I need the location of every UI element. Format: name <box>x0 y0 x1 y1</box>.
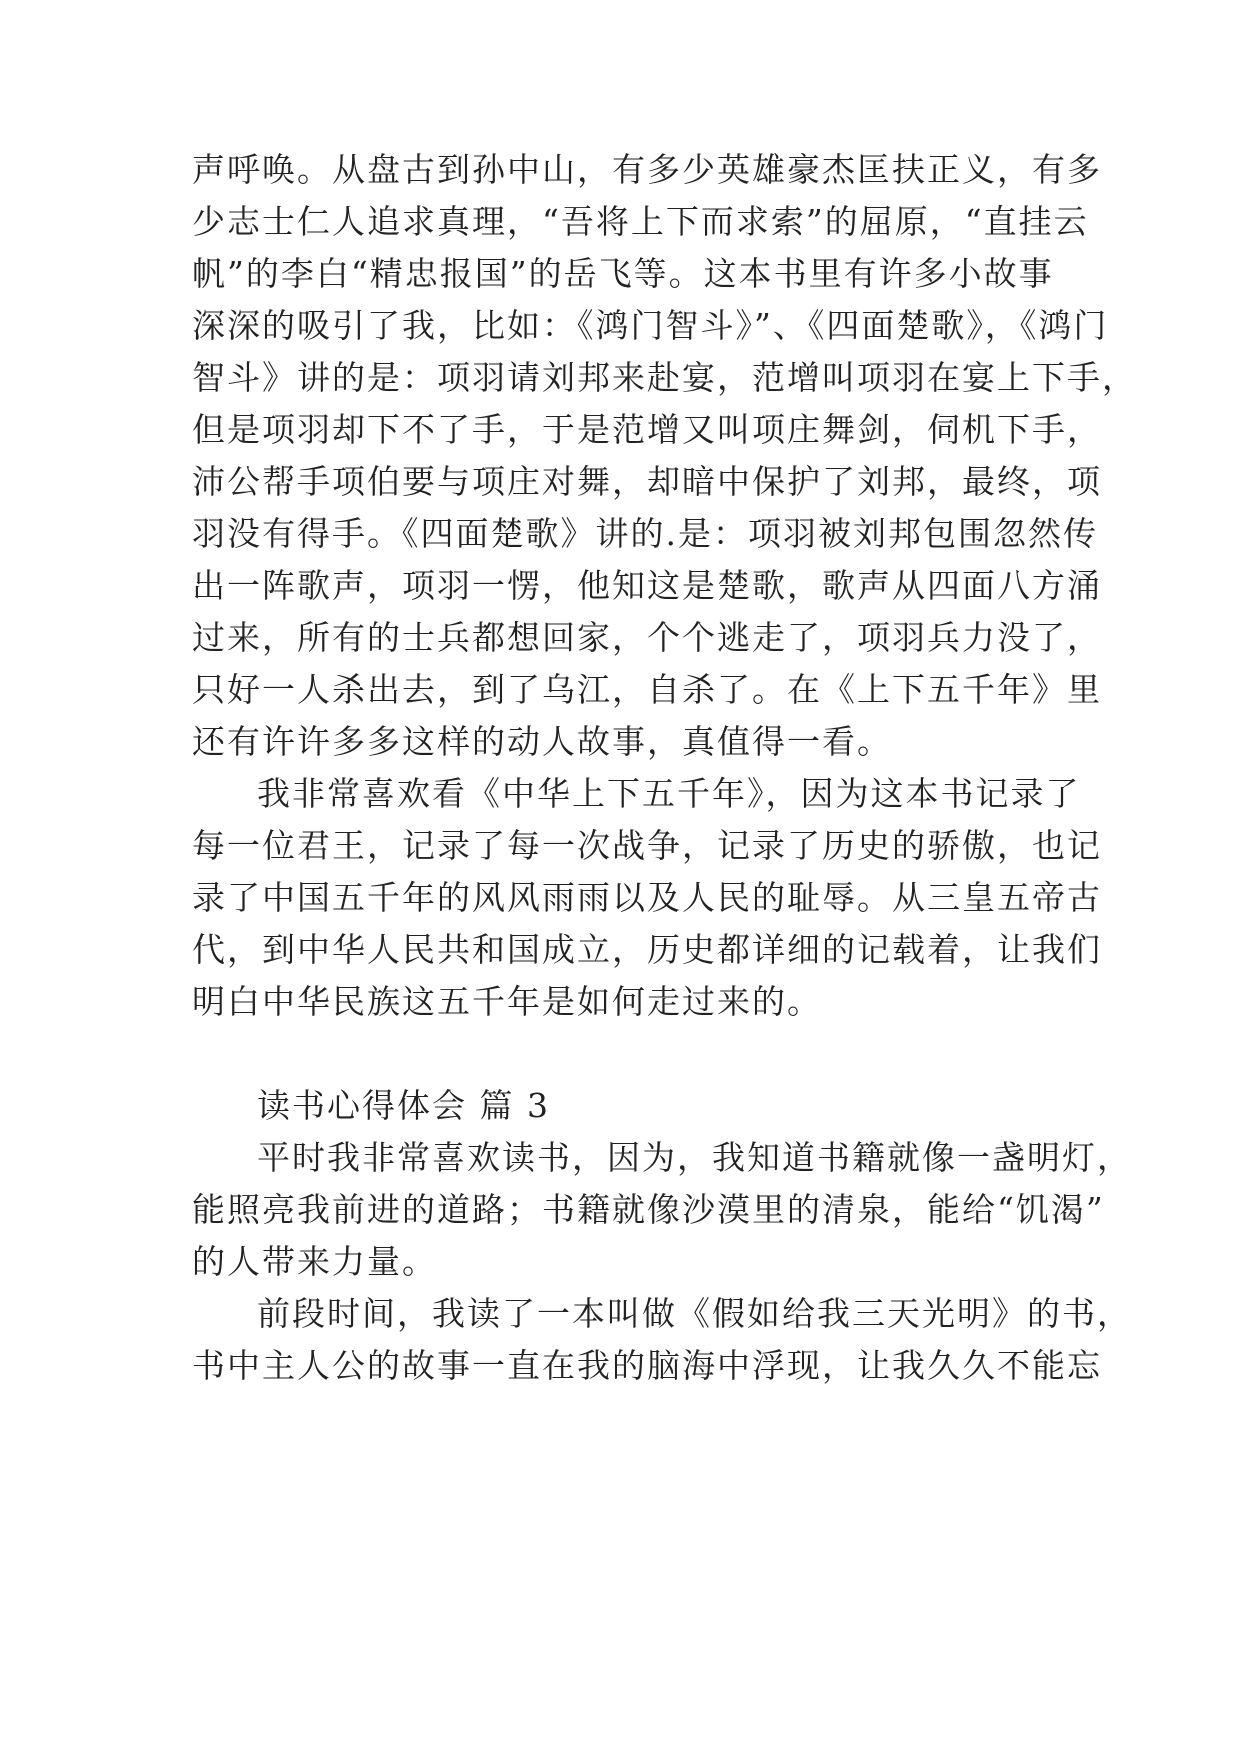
paragraph-2-line: 代，到中华人民共和国成立，历史都详细的记载着，让我们 <box>192 930 1102 969</box>
paragraph-1-line: 帆”的李白“精忠报国”的岳飞等。这本书里有许多小故事 <box>192 254 1054 293</box>
paragraph-1-line: 过来，所有的士兵都想回家，个个逃走了，项羽兵力没了， <box>192 618 1102 657</box>
paragraph-4-line: 书中主人公的故事一直在我的脑海中浮现，让我久久不能忘 <box>192 1346 1102 1385</box>
paragraph-1-line: 羽没有得手。《四面楚歌》讲的.是：项羽被刘邦包围忽然传 <box>192 514 1098 553</box>
paragraph-1-line: 出一阵歌声，项羽一愣，他知这是楚歌，歌声从四面八方涌 <box>192 566 1102 605</box>
paragraph-3-line: 能照亮我前进的道路；书籍就像沙漠里的清泉，能给“饥渴” <box>192 1190 1105 1229</box>
paragraph-1-line: 还有许许多多这样的动人故事，真值得一看。 <box>192 722 892 761</box>
paragraph-1-line: 少志士仁人追求真理，“吾将上下而求索”的屈原，“直挂云 <box>192 202 1089 241</box>
paragraph-3-line: 平时我非常喜欢读书，因为，我知道书籍就像一盏明灯， <box>257 1138 1132 1177</box>
paragraph-2-line: 每一位君王，记录了每一次战争，记录了历史的骄傲，也记 <box>192 826 1102 865</box>
paragraph-1-line: 智斗》讲的是：项羽请刘邦来赴宴，范增叫项羽在宴上下手， <box>192 358 1137 397</box>
paragraph-2-line: 我非常喜欢看《中华上下五千年》，因为这本书记录了 <box>257 774 1081 813</box>
paragraph-2-line: 录了中国五千年的风风雨雨以及人民的耻辱。从三皇五帝古 <box>192 878 1102 917</box>
paragraph-1-line: 深深的吸引了我，比如：《鸿门智斗》”、《四面楚歌》，《鸿门 <box>192 306 1109 345</box>
paragraph-2-line: 明白中华民族这五千年是如何走过来的。 <box>192 982 822 1021</box>
paragraph-1-line: 沛公帮手项伯要与项庄对舞，却暗中保护了刘邦，最终，项 <box>192 462 1102 501</box>
paragraph-3-line: 的人带来力量。 <box>192 1242 437 1281</box>
paragraph-1-line: 但是项羽却下不了手，于是范增又叫项庄舞剑，伺机下手， <box>192 410 1102 449</box>
paragraph-1-line: 只好一人杀出去，到了乌江，自杀了。在《上下五千年》里 <box>192 670 1102 709</box>
paragraph-1-line: 声呼唤。从盘古到孙中山，有多少英雄豪杰匡扶正义，有多 <box>192 150 1102 189</box>
section-heading: 读书心得体会 篇 3 <box>257 1086 550 1125</box>
paragraph-4-line: 前段时间，我读了一本叫做《假如给我三天光明》的书， <box>257 1294 1132 1333</box>
